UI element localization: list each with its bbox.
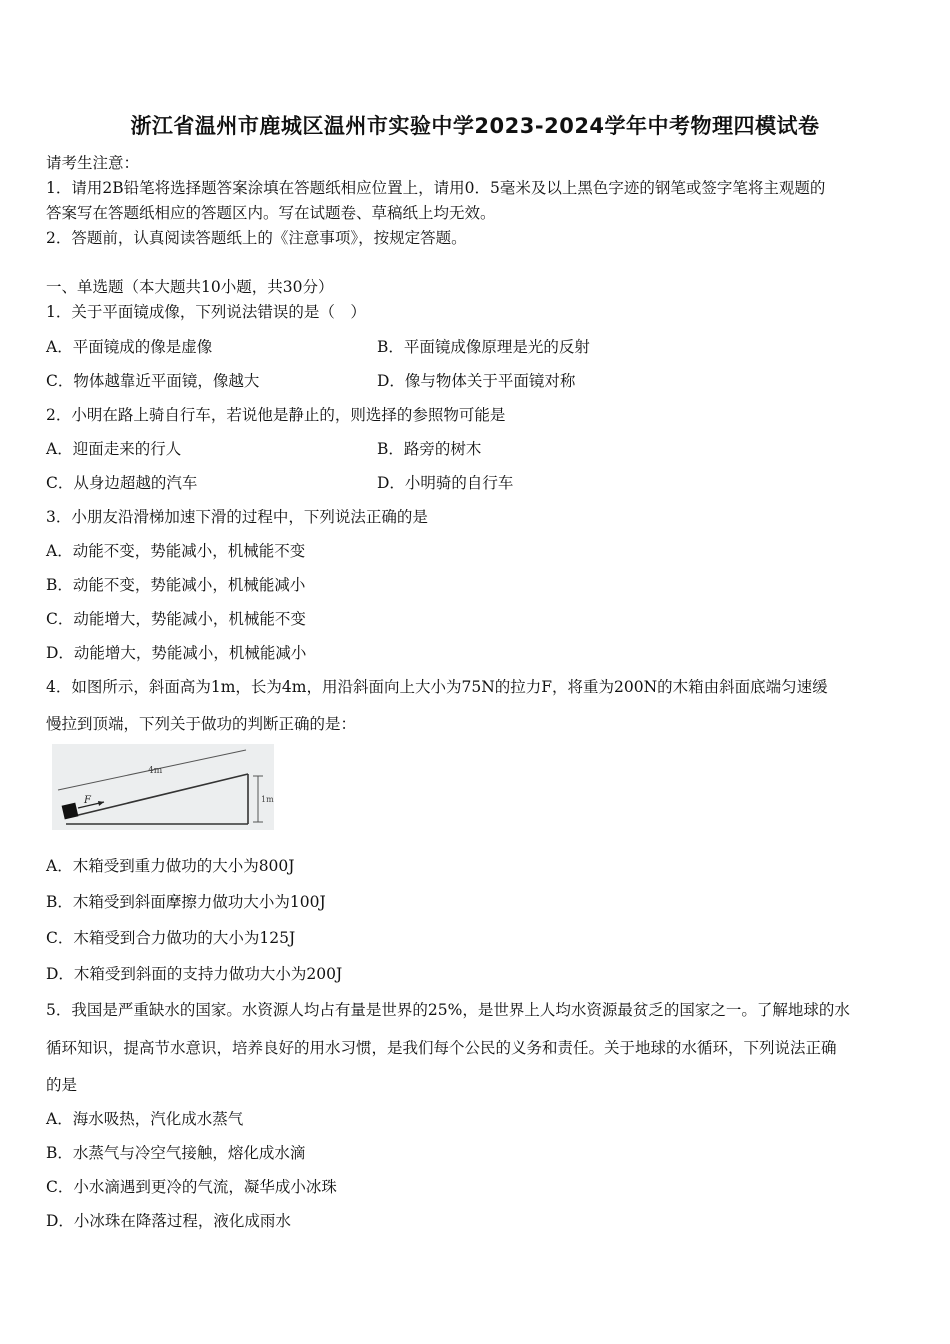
force-label: F	[84, 795, 91, 806]
question-4-stem: 4．如图所示，斜面高为1m，长为4m，用沿斜面向上大小为75N的拉力F，将重为200N的木箱由斜面底端匀速缓	[46, 678, 828, 696]
incline-figure	[52, 744, 274, 830]
question-5-option-c: C．小水滴遇到更冷的气流，凝华成小冰珠	[46, 1178, 337, 1196]
question-5-option-b: B．水蒸气与冷空气接触，熔化成水滴	[46, 1144, 306, 1162]
question-3-stem: 3．小朋友沿滑梯加速下滑的过程中，下列说法正确的是	[46, 508, 428, 526]
question-2-option-b: B．路旁的树木	[377, 440, 482, 458]
question-2-option-c: C．从身边超越的汽车	[46, 474, 198, 492]
question-5-stem: 5．我国是严重缺水的国家。水资源人均占有量是世界的25%，是世界上人均水资源最贫乏的国家之一。了解地球的水	[46, 1001, 850, 1019]
question-5-option-a: A．海水吸热，汽化成水蒸气	[46, 1110, 244, 1128]
section-heading: 一、单选题（本大题共10小题，共30分）	[46, 278, 334, 296]
question-4-option-c: C．木箱受到合力做功的大小为125J	[46, 929, 296, 947]
question-4-option-d: D．木箱受到斜面的支持力做功大小为200J	[46, 965, 343, 983]
question-1-option-b: B．平面镜成像原理是光的反射	[377, 338, 590, 356]
question-4-option-a: A．木箱受到重力做功的大小为800J	[46, 857, 295, 875]
question-5-option-d: D．小冰珠在降落过程，液化成雨水	[46, 1212, 291, 1230]
notice-item-1: 1．请用2B铅笔将选择题答案涂填在答题纸相应位置上，请用0．5毫米及以上黑色字迹的钢笔或签字笔将主观题的	[46, 179, 826, 197]
question-5-stem-end: 的是	[46, 1076, 78, 1094]
incline-height-label: 1m	[261, 795, 274, 804]
exam-title: 浙江省温州市鹿城区温州市实验中学2023-2024学年中考物理四模试卷	[130, 114, 820, 138]
question-1-option-c: C．物体越靠近平面镜，像越大	[46, 372, 260, 390]
question-4-stem-cont: 慢拉到顶端，下列关于做功的判断正确的是：	[46, 715, 357, 733]
notice-item-1-cont: 答案写在答题纸相应的答题区内。写在试题卷、草稿纸上均无效。	[46, 204, 496, 222]
question-3-option-a: A．动能不变，势能减小，机械能不变	[46, 542, 306, 560]
question-2-stem: 2．小明在路上骑自行车，若说他是静止的，则选择的参照物可能是	[46, 406, 506, 424]
notice-heading: 请考生注意：	[46, 154, 140, 172]
question-3-option-c: C．动能增大，势能减小，机械能不变	[46, 610, 306, 628]
question-3-option-b: B．动能不变，势能减小，机械能减小	[46, 576, 306, 594]
notice-item-2: 2．答题前，认真阅读答题纸上的《注意事项》，按规定答题。	[46, 229, 467, 247]
question-3-option-d: D．动能增大，势能减小，机械能减小	[46, 644, 307, 662]
question-1-option-a: A．平面镜成的像是虚像	[46, 338, 213, 356]
question-1-option-d: D．像与物体关于平面镜对称	[377, 372, 576, 390]
question-4-option-b: B．木箱受到斜面摩擦力做功大小为100J	[46, 893, 326, 911]
question-2-option-d: D．小明骑的自行车	[377, 474, 514, 492]
incline-length-label: 4m	[148, 766, 163, 776]
question-5-stem-cont: 循环知识，提高节水意识，培养良好的用水习惯，是我们每个公民的义务和责任。关于地球的水循环，下列说法正确	[46, 1039, 837, 1057]
question-1-stem: 1．关于平面镜成像，下列说法错误的是（ ）	[46, 303, 366, 321]
question-2-option-a: A．迎面走来的行人	[46, 440, 182, 458]
